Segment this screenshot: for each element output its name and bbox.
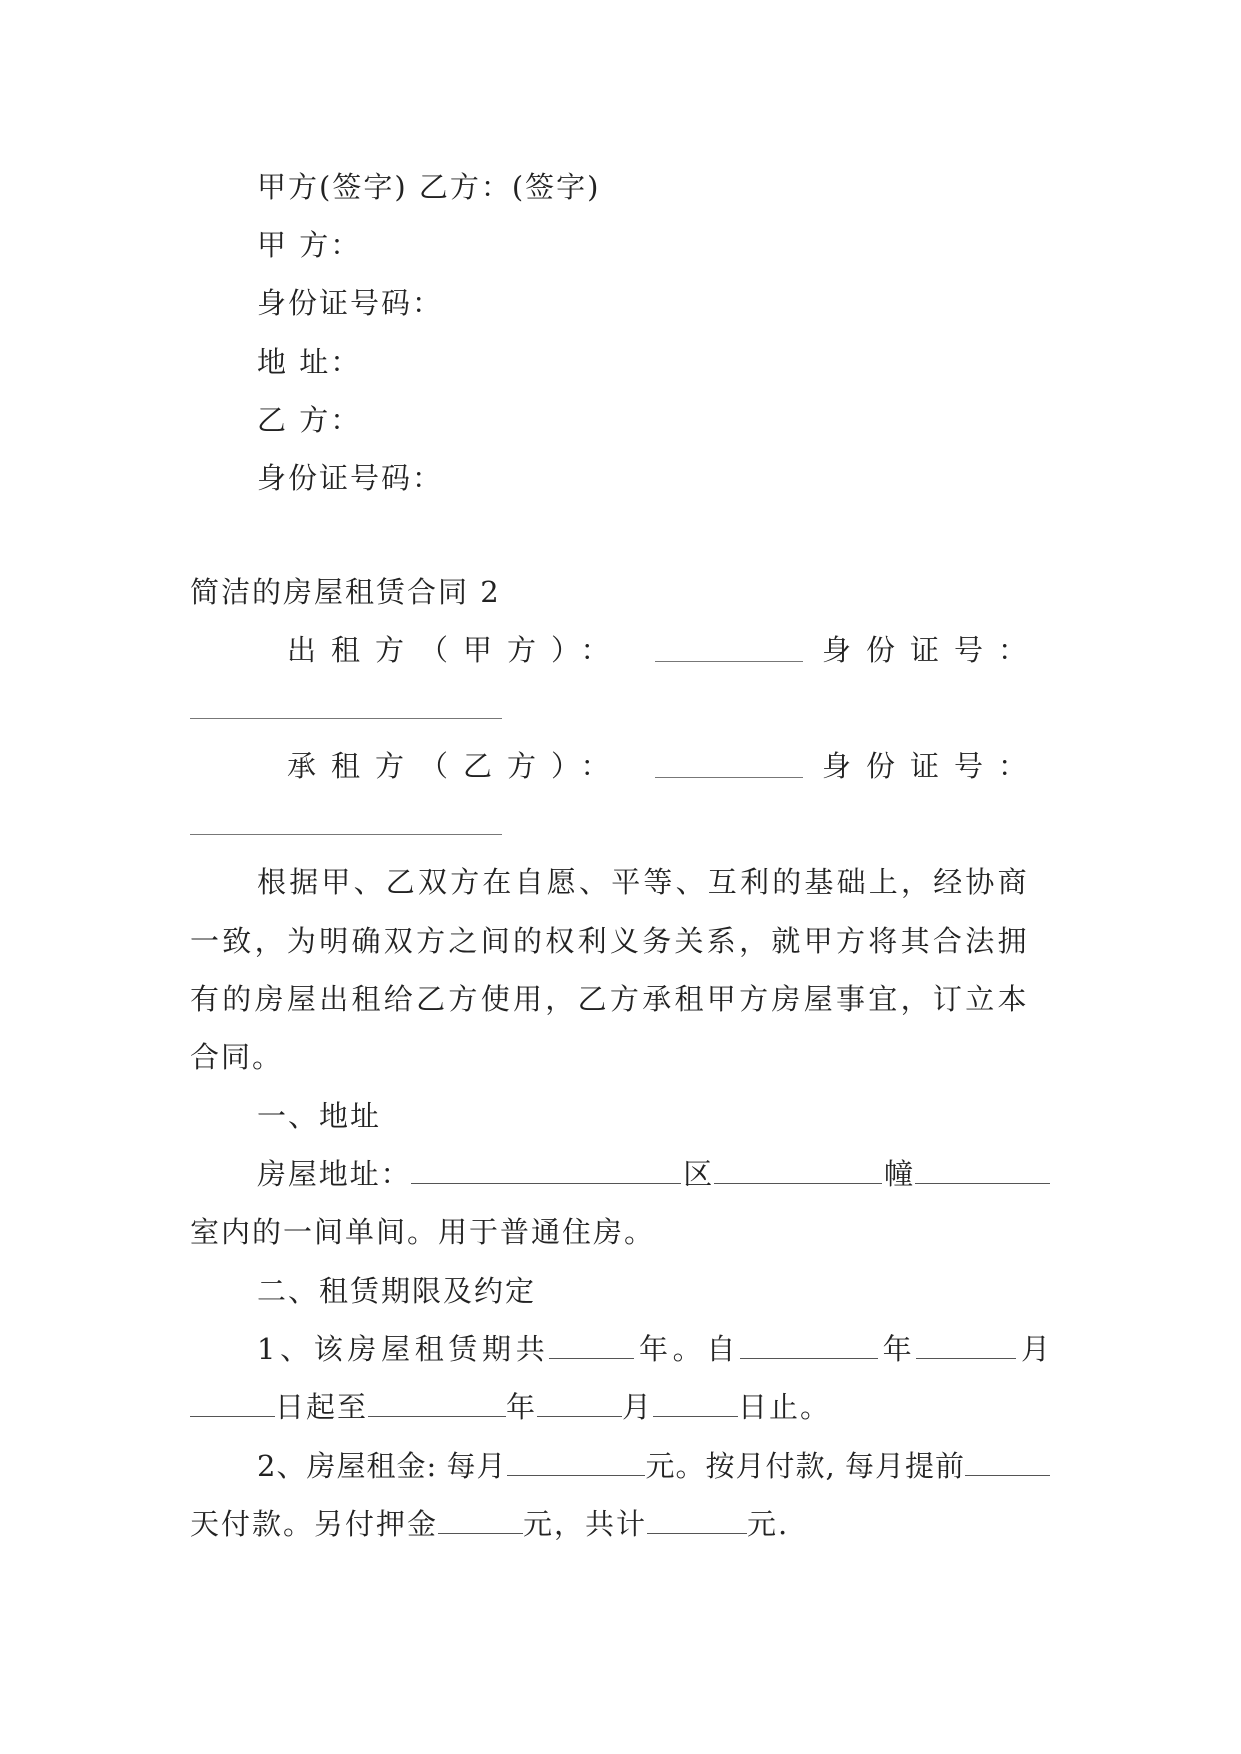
end-year-label: 年 bbox=[506, 1390, 538, 1424]
lessee-id-label: 身份证号： bbox=[822, 749, 1043, 783]
yuan-end-text: 元. bbox=[747, 1507, 790, 1541]
term-row-2 bbox=[190, 1387, 831, 1427]
term-year-label: 年 bbox=[634, 1332, 673, 1366]
term-years-blank bbox=[549, 1332, 634, 1359]
intro-line-2: 一致，为明确双方之间的权利义务关系，就甲方将其合法拥 bbox=[190, 924, 1030, 958]
intro-line-4: 合同。 bbox=[190, 1040, 284, 1074]
start-day-blank bbox=[190, 1390, 275, 1417]
id-b-label: 身份证号码： bbox=[257, 461, 444, 495]
lessor-id-label: 身份证号： bbox=[822, 633, 1043, 667]
section-1-heading: 一、地址 bbox=[257, 1099, 382, 1133]
deposit-blank bbox=[438, 1507, 523, 1534]
start-year-blank bbox=[740, 1332, 878, 1359]
start-year-label: 年 bbox=[877, 1332, 917, 1366]
lessor-label: 出租方（甲方）： bbox=[287, 633, 625, 667]
term-row-1 bbox=[257, 1329, 1050, 1369]
end-year-blank bbox=[368, 1390, 506, 1417]
room-text: 室内的一间单间。用于普通住房。 bbox=[190, 1215, 656, 1249]
day-from-label: 日起至 bbox=[275, 1390, 369, 1424]
section-2-heading: 二、租赁期限及约定 bbox=[257, 1274, 537, 1308]
monthly-rent-blank bbox=[507, 1449, 645, 1476]
lessee-name-blank bbox=[655, 777, 803, 778]
contract-title: 简洁的房屋租赁合同 2 bbox=[190, 575, 501, 609]
signature-line: 甲方(签字) 乙方：(签字) bbox=[257, 170, 601, 204]
advance-days-blank bbox=[965, 1449, 1050, 1476]
end-month-label: 月 bbox=[622, 1390, 654, 1424]
intro-line-3: 有的房屋出租给乙方使用，乙方承租甲方房屋事宜，订立本 bbox=[190, 982, 1030, 1016]
building-blank bbox=[915, 1157, 1050, 1184]
id-a-label: 身份证号码： bbox=[257, 286, 444, 320]
intro-line-1: 根据甲、乙双方在自愿、平等、互利的基础上，经协商 bbox=[257, 865, 1030, 899]
district-label: 区 bbox=[681, 1157, 715, 1191]
party-a-label: 甲 方： bbox=[257, 228, 362, 262]
rent-row-2 bbox=[190, 1504, 789, 1544]
total-blank bbox=[647, 1507, 747, 1534]
building-label: 幢 bbox=[882, 1157, 915, 1191]
day-end-label: 日止。 bbox=[738, 1390, 832, 1424]
pay-days-text: 天付款。另付押金 bbox=[190, 1507, 439, 1541]
district-blank bbox=[714, 1157, 882, 1184]
lessor-name-blank bbox=[655, 661, 803, 662]
rent-yuan-text: 元。按月付款, 每月提前 bbox=[644, 1449, 965, 1483]
lessor-id-blank bbox=[190, 718, 502, 719]
end-month-blank bbox=[537, 1390, 622, 1417]
start-month-label: 月 bbox=[1016, 1332, 1050, 1366]
address-row bbox=[257, 1154, 1050, 1194]
address-row-label: 房屋地址： bbox=[257, 1157, 412, 1191]
party-b-label: 乙 方： bbox=[257, 403, 362, 437]
lessee-label: 承租方（乙方）： bbox=[287, 749, 625, 783]
yuan-total-text: 元，共计 bbox=[523, 1507, 648, 1541]
address-street-blank bbox=[411, 1157, 681, 1184]
start-month-blank bbox=[916, 1332, 1016, 1359]
term-start-text: 1、该房屋租赁期共 bbox=[257, 1332, 550, 1366]
rent-start-text: 2、房屋租金: 每月 bbox=[257, 1449, 507, 1483]
lessee-id-blank bbox=[190, 834, 502, 835]
term-from-label: 。自 bbox=[672, 1332, 740, 1366]
rent-row-1 bbox=[257, 1446, 1050, 1486]
address-label: 地 址： bbox=[257, 345, 362, 379]
end-day-blank bbox=[653, 1390, 738, 1417]
